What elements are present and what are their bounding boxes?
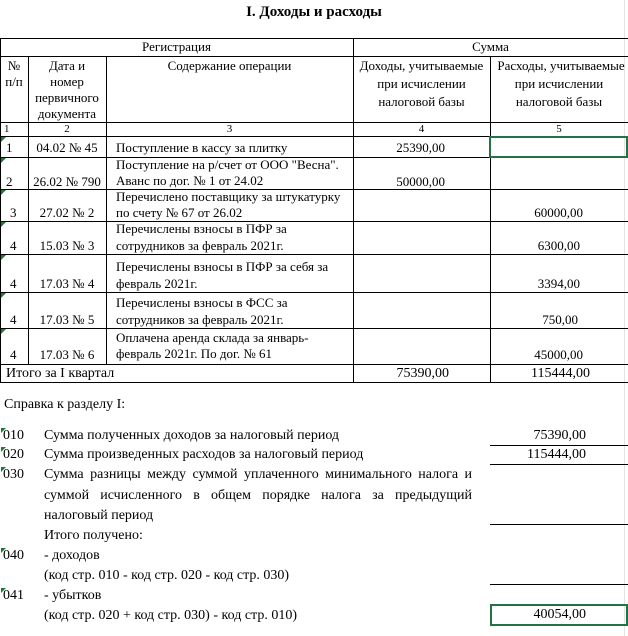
col-expense-header-l3: налоговой базы	[515, 94, 603, 109]
total-expense: 115444,00	[531, 366, 590, 381]
row-content-l2: сотрудников за февраль 2021г.	[116, 312, 284, 327]
sum-header: Сумма	[472, 39, 509, 54]
reference-title: Справка к разделу I:	[4, 397, 126, 412]
col-number-2: 2	[64, 123, 70, 135]
col-income-header-l1: Доходы, учитываемые	[359, 58, 484, 73]
total-received-label: Итого получено:	[44, 528, 143, 543]
row-expense: 60000,00	[534, 205, 583, 220]
col-income-header-l3: налоговой базы	[378, 94, 465, 109]
col-num-header-l1: №	[7, 58, 21, 73]
row-number: 3	[10, 205, 17, 220]
section-title: I. Доходы и расходы	[246, 4, 382, 20]
row-number: 4	[10, 347, 17, 362]
cell-marker	[1, 293, 6, 298]
col-date-header-l3: первичного	[35, 90, 99, 105]
ref-code-010: 010	[3, 428, 24, 443]
row-number: 4	[10, 238, 17, 253]
row-content-l2: февраль 2021г.	[116, 276, 198, 291]
row-number: 2	[6, 174, 13, 189]
row-income: 25390,00	[396, 140, 445, 155]
total-income: 75390,00	[396, 366, 449, 381]
row-expense: 3394,00	[537, 276, 580, 291]
col-number-3: 3	[226, 123, 233, 135]
row-content-l1: Перечислено поставщику за штукатурку	[116, 189, 341, 204]
col-income-header-l2: при исчислении	[377, 76, 466, 91]
col-expense-header-l1: Расходы, учитываемые	[497, 58, 625, 73]
row-number: 4	[10, 312, 17, 327]
ref-text-040-l2: (код стр. 010 - код стр. 020 - код стр. 030)	[44, 568, 290, 583]
row-content-l1: Перечислены взносы в ФСС за	[116, 295, 288, 310]
row-number: 1	[6, 140, 13, 155]
row-content-l2: Аванс по дог. № 1 от 24.02	[116, 173, 264, 188]
col-expense-header-l2: при исчислении	[514, 76, 604, 91]
ref-code-041: 041	[3, 588, 24, 603]
row-content-l1: Оплачена аренда склада за январь-	[116, 330, 309, 345]
row-number: 4	[10, 276, 17, 291]
ref-text-010: Сумма полученных доходов за налоговый период	[44, 428, 340, 443]
ref-value-010: 75390,00	[533, 428, 586, 443]
row-content-l1: Поступление на р/счет от ООО "Весна".	[116, 157, 339, 172]
col-date-header-l2: номер	[50, 74, 84, 89]
ref-text-040-l1: - доходов	[44, 548, 100, 563]
col-number-4: 4	[418, 123, 425, 135]
row-expense: 45000,00	[534, 347, 583, 362]
row-content-l1: Поступление в кассу за плитку	[116, 140, 288, 155]
row-expense: 750,00	[542, 312, 578, 327]
ref-text-030-l2: суммой исчисленного в общем порядке налога за предыдущий	[44, 488, 472, 503]
ref-text-030-l3: налоговый период	[44, 508, 154, 523]
row-content-l1: Перечислены взносы в ПФР за	[116, 221, 287, 236]
row-date: 26.02 № 790	[33, 174, 101, 189]
row-date: 17.03 № 6	[39, 347, 95, 362]
row-content-l1: Перечислены взносы в ПФР за себя за	[116, 259, 329, 274]
col-number-5: 5	[556, 123, 562, 135]
col-number-1: 1	[4, 123, 10, 135]
row-content-l2: сотрудников за февраль 2021г.	[116, 238, 284, 253]
row-income: 50000,00	[396, 174, 445, 189]
row-date: 15.03 № 3	[39, 238, 95, 253]
cell-marker	[1, 255, 6, 260]
row-date: 27.02 № 2	[39, 205, 95, 220]
ref-text-041-l2: (код стр. 020 + код стр. 030) - код стр. 010)	[44, 608, 297, 623]
row-date: 17.03 № 5	[39, 312, 95, 327]
col-date-header-l4: документа	[37, 106, 97, 121]
cell-marker	[1, 158, 6, 163]
ref-value-041: 40054,00	[533, 607, 586, 622]
ref-code-040: 040	[3, 548, 24, 563]
ref-text-041-l1: - убытков	[44, 588, 102, 603]
cell-marker	[1, 329, 6, 334]
ref-code-020: 020	[3, 447, 24, 462]
row-date: 17.03 № 4	[39, 276, 95, 291]
row-content-l2: февраль 2021г. По дог. № 61	[116, 346, 273, 361]
ref-code-030: 030	[3, 467, 24, 482]
row-date: 04.02 № 45	[36, 140, 98, 155]
ref-value-020: 115444,00	[527, 447, 586, 462]
row-content-l2: по счету № 67 от 26.02	[116, 205, 243, 220]
selected-cell[interactable]	[489, 136, 628, 158]
total-label: Итого за I квартал	[6, 366, 115, 381]
ref-text-020: Сумма произведенных расходов за налоговый период	[44, 447, 364, 462]
row-expense: 6300,00	[537, 238, 580, 253]
col-content-header: Содержание операции	[167, 58, 292, 73]
col-num-header-l2: п/п	[5, 74, 23, 89]
col-date-header-l1: Дата и	[48, 58, 86, 73]
cell-marker	[1, 190, 6, 195]
cell-marker	[1, 222, 6, 227]
ref-text-030-l1: Сумма разницы между суммой уплаченного минимального налога и	[44, 467, 472, 482]
registration-header: Регистрация	[142, 39, 211, 54]
